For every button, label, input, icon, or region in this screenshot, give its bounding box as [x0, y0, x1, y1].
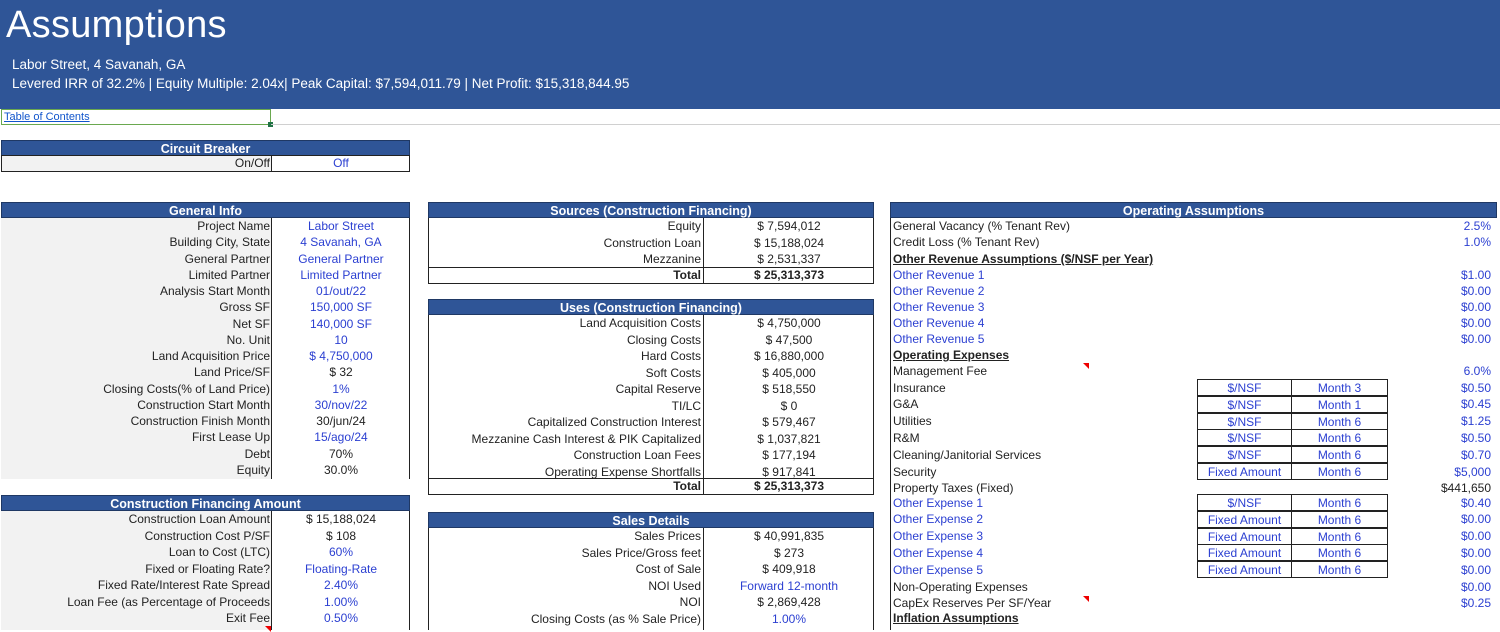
operating-label: Inflation Assumptions — [893, 611, 1019, 625]
construction-financing-label: Exit Fee — [225, 611, 270, 625]
operating-value[interactable]: $0.00 — [1460, 332, 1491, 346]
unit-cell[interactable]: Fixed Amount — [1197, 561, 1292, 578]
unit-cell[interactable]: Fixed Amount — [1197, 511, 1292, 528]
construction-financing-value[interactable]: 2.40% — [323, 578, 359, 592]
general-info-row — [1, 413, 410, 429]
unit-cell[interactable]: $/NSF — [1197, 396, 1292, 413]
operating-row — [890, 267, 1497, 283]
general-info-row — [1, 364, 410, 380]
operating-label: Other Revenue 1 — [893, 268, 985, 282]
sales-label: Cost of Sale — [635, 562, 701, 576]
uses-total-row — [428, 478, 874, 494]
month-cell[interactable]: Month 6 — [1291, 494, 1388, 511]
general-info-label: Equity — [236, 462, 270, 477]
uses-label: Construction Loan Fees — [573, 448, 701, 462]
uses-label: Operating Expense Shortfalls — [544, 464, 701, 479]
construction-financing-label: Loan to Cost (LTC) — [168, 545, 270, 559]
construction-financing-label: Construction Cost P/SF — [144, 528, 270, 543]
operating-row — [890, 251, 1497, 267]
construction-financing-row — [1, 610, 410, 626]
operating-label: Other Expense 5 — [893, 563, 984, 577]
general-info-label: Land Acquisition Price — [151, 349, 270, 363]
uses-label: Land Acquisition Costs — [579, 316, 701, 330]
uses-value[interactable]: $ 579,467 — [762, 415, 816, 429]
general-info-label: Land Price/SF — [193, 365, 270, 380]
operating-row — [890, 315, 1497, 331]
uses-row — [428, 414, 874, 430]
general-info-value[interactable]: $ 4,750,000 — [309, 349, 373, 363]
unit-cell[interactable]: $/NSF — [1197, 379, 1292, 396]
circuit-breaker-row — [1, 155, 410, 171]
sources-label: Mezzanine — [642, 252, 701, 266]
general-info-row — [1, 251, 410, 267]
operating-label: Non-Operating Expenses — [893, 580, 1028, 594]
uses-value[interactable]: $ 405,000 — [762, 365, 816, 380]
construction-financing-row — [1, 561, 410, 577]
sales-row — [428, 611, 874, 627]
month-cell[interactable]: Month 6 — [1291, 463, 1388, 480]
operating-value[interactable]: $0.00 — [1460, 512, 1491, 526]
construction-financing-value[interactable]: 60% — [328, 545, 354, 559]
uses-row — [428, 332, 874, 348]
uses-label: Hard Costs — [640, 349, 701, 363]
general-info-row — [1, 397, 410, 413]
operating-row — [890, 511, 1497, 527]
sales-row — [428, 594, 874, 610]
general-info-label: General Partner — [184, 251, 270, 266]
bottom-rule — [428, 283, 874, 284]
uses-value[interactable]: $ 16,880,000 — [753, 349, 825, 363]
general-info-value[interactable]: 15/ago/24 — [314, 430, 368, 445]
sales-label: NOI — [679, 595, 701, 609]
operating-row — [890, 234, 1497, 250]
general-info-row — [1, 234, 410, 250]
general-info-label: Limited Partner — [188, 267, 270, 282]
operating-row — [890, 380, 1497, 396]
uses-row — [428, 315, 874, 331]
construction-financing-row — [1, 594, 410, 610]
operating-row — [890, 363, 1497, 379]
uses-row — [428, 431, 874, 447]
sources-label: Equity — [667, 219, 701, 233]
construction-financing-label: Fixed or Floating Rate? — [145, 561, 270, 576]
general-info-row — [1, 446, 410, 462]
uses-label: TI/LC — [671, 398, 701, 413]
page-title: Assumptions — [6, 4, 227, 46]
title-banner — [0, 0, 1500, 109]
operating-row — [890, 218, 1497, 234]
operating-row — [890, 545, 1497, 561]
sales-value[interactable]: 1.00% — [771, 611, 807, 626]
uses-total-label: Total — [673, 479, 701, 493]
sources-header: Sources (Construction Financing) — [428, 202, 874, 218]
sales-row — [428, 528, 874, 544]
general-info-value[interactable]: Labor Street — [307, 219, 375, 233]
operating-label: CapEx Reserves Per SF/Year — [893, 596, 1052, 610]
comment-marker[interactable] — [265, 626, 271, 632]
sources-value[interactable]: $ 2,531,337 — [757, 252, 821, 266]
general-info-value[interactable]: 10 — [334, 332, 348, 347]
sources-value[interactable]: $ 15,188,024 — [753, 235, 825, 250]
operating-value[interactable]: $0.00 — [1460, 529, 1491, 543]
unit-cell[interactable]: Fixed Amount — [1197, 463, 1292, 480]
table-of-contents-link[interactable]: Table of Contents — [4, 111, 90, 123]
operating-label: Property Taxes (Fixed) — [893, 481, 1014, 495]
general-info-value[interactable]: Limited Partner — [300, 267, 382, 282]
operating-label: Management Fee — [893, 364, 988, 378]
unit-cell[interactable]: $/NSF — [1197, 429, 1292, 446]
construction-financing-label: Loan Fee (as Percentage of Proceeds — [67, 594, 270, 609]
sales-value[interactable]: $ 273 — [773, 545, 805, 560]
unit-cell[interactable]: Fixed Amount — [1197, 544, 1292, 561]
uses-value[interactable]: $ 177,194 — [762, 448, 816, 462]
sales-label: Closing Costs (as % Sale Price) — [530, 611, 701, 626]
sales-row — [428, 578, 874, 594]
operating-label: Insurance — [893, 381, 946, 395]
uses-value[interactable]: $ 4,750,000 — [757, 316, 821, 330]
general-info-value[interactable]: 150,000 SF — [309, 300, 373, 315]
operating-label: Operating Expenses — [893, 348, 1010, 362]
sales-value[interactable]: $ 409,918 — [762, 562, 816, 576]
general-info-row — [1, 218, 410, 234]
general-info-row — [1, 462, 410, 478]
sources-total-row — [428, 267, 874, 283]
sales-value[interactable]: $ 2,869,428 — [757, 595, 821, 609]
uses-label: Capital Reserve — [615, 382, 701, 396]
operating-row — [890, 562, 1497, 578]
operating-value[interactable]: 6.0% — [1463, 364, 1491, 378]
sources-label: Construction Loan — [603, 235, 701, 250]
construction-financing-label: Fixed Rate/Interest Rate Spread — [97, 578, 270, 592]
sales-value[interactable]: Forward 12-month — [739, 578, 839, 593]
month-cell[interactable]: Month 6 — [1291, 446, 1388, 463]
general-info-value[interactable]: 30/nov/22 — [314, 397, 368, 412]
operating-row — [890, 299, 1497, 315]
operating-value[interactable]: $1.25 — [1460, 414, 1491, 428]
sales-label: Sales Prices — [634, 529, 701, 543]
construction-financing-row — [1, 528, 410, 544]
construction-financing-row — [1, 577, 410, 593]
uses-value[interactable]: $ 1,037,821 — [757, 431, 821, 446]
operating-value[interactable]: $0.00 — [1460, 546, 1491, 560]
operating-label: Other Expense 4 — [893, 546, 984, 560]
uses-row — [428, 398, 874, 414]
general-info-value[interactable]: 30.0% — [323, 462, 359, 477]
circuit-breaker-header: Circuit Breaker — [1, 140, 410, 156]
general-info-label: Gross SF — [219, 300, 270, 315]
operating-row — [890, 396, 1497, 412]
construction-financing-label: Construction Loan Amount — [128, 512, 270, 526]
month-cell[interactable]: Month 6 — [1291, 429, 1388, 446]
sources-total-label: Total — [673, 268, 701, 282]
month-cell[interactable]: Month 6 — [1291, 511, 1388, 528]
general-info-value[interactable]: 01/out/22 — [315, 284, 367, 298]
general-info-label: No. Unit — [226, 332, 270, 347]
construction-financing-header: Construction Financing Amount — [1, 495, 410, 511]
operating-row — [890, 610, 1497, 626]
operating-value[interactable]: $0.00 — [1460, 580, 1491, 594]
operating-row — [890, 495, 1497, 511]
uses-value[interactable]: $ 0 — [780, 398, 798, 413]
operating-value[interactable]: $441,650 — [1440, 481, 1491, 495]
operating-value[interactable]: $0.50 — [1460, 431, 1491, 445]
sources-row — [428, 235, 874, 251]
operating-label: G&A — [893, 397, 919, 411]
sources-value[interactable]: $ 7,594,012 — [757, 219, 821, 233]
operating-value[interactable]: $0.00 — [1460, 563, 1491, 577]
operating-value[interactable]: $1.00 — [1460, 268, 1491, 282]
operating-label: Other Revenue 4 — [893, 316, 985, 330]
uses-row — [428, 348, 874, 364]
operating-value[interactable]: $0.45 — [1460, 397, 1491, 411]
operating-row — [890, 464, 1497, 480]
uses-label: Mezzanine Cash Interest & PIK Capitalized — [471, 431, 701, 446]
uses-row — [428, 365, 874, 381]
construction-financing-value[interactable]: $ 108 — [325, 528, 357, 543]
sources-row — [428, 218, 874, 234]
general-info-label: First Lease Up — [191, 430, 270, 445]
general-info-label: Net SF — [232, 316, 270, 331]
uses-total-value: $ 25,313,373 — [753, 479, 825, 493]
operating-row — [890, 347, 1497, 363]
operating-label: General Vacancy (% Tenant Rev) — [893, 219, 1070, 233]
operating-value[interactable]: $0.00 — [1460, 300, 1491, 314]
uses-label: Closing Costs — [626, 332, 701, 347]
sales-row — [428, 545, 874, 561]
general-info-row — [1, 267, 410, 283]
operating-label: Other Expense 3 — [893, 529, 984, 543]
general-info-row — [1, 381, 410, 397]
uses-row — [428, 447, 874, 463]
general-info-row — [1, 299, 410, 315]
general-info-label: Construction Finish Month — [130, 414, 270, 428]
sources-total-value: $ 25,313,373 — [753, 268, 825, 282]
returns-summary: Levered IRR of 32.2% | Equity Multiple: 2.04x| Peak Capital: $7,594,011.79 | Net Profit: $15,318,844.95 — [12, 76, 630, 91]
sales-value[interactable]: $ 40,991,835 — [753, 529, 825, 543]
operating-row — [890, 447, 1497, 463]
unit-cell[interactable]: Fixed Amount — [1197, 528, 1292, 545]
operating-label: Other Revenue 5 — [893, 332, 985, 346]
uses-value[interactable]: $ 47,500 — [765, 332, 813, 347]
month-cell[interactable]: Month 3 — [1291, 379, 1388, 396]
comment-marker[interactable] — [1083, 363, 1089, 369]
unit-cell[interactable]: $/NSF — [1197, 494, 1292, 511]
operating-row — [890, 331, 1497, 347]
operating-label: Other Expense 1 — [893, 496, 984, 510]
month-cell[interactable]: Month 6 — [1291, 561, 1388, 578]
construction-financing-row — [1, 511, 410, 527]
operating-row — [890, 413, 1497, 429]
operating-value[interactable]: $0.40 — [1460, 496, 1491, 510]
general-info-row — [1, 429, 410, 445]
operating-label: Other Expense 2 — [893, 512, 984, 526]
general-info-row — [1, 283, 410, 299]
general-info-label: Closing Costs(% of Land Price) — [103, 381, 270, 396]
uses-label: Capitalized Construction Interest — [527, 415, 701, 429]
operating-row — [890, 579, 1497, 595]
operating-header: Operating Assumptions — [890, 202, 1497, 218]
operating-label: Utilities — [893, 414, 932, 428]
toc-cell[interactable] — [1, 109, 271, 125]
general-info-value[interactable]: $ 32 — [329, 365, 353, 380]
general-info-value[interactable]: 1% — [332, 381, 350, 396]
construction-financing-row — [1, 544, 410, 560]
operating-row — [890, 595, 1497, 611]
construction-financing-value[interactable]: 0.50% — [323, 611, 359, 625]
sources-row — [428, 251, 874, 267]
operating-row — [890, 480, 1497, 496]
general-info-value[interactable]: 140,000 SF — [309, 316, 373, 331]
general-info-row — [1, 348, 410, 364]
operating-label: Credit Loss (% Tenant Rev) — [893, 235, 1040, 249]
uses-value[interactable]: $ 917,841 — [762, 464, 816, 479]
operating-value[interactable]: $5,000 — [1454, 465, 1491, 479]
operating-value[interactable]: $0.25 — [1460, 596, 1491, 610]
uses-label: Soft Costs — [645, 365, 701, 380]
operating-row — [890, 430, 1497, 446]
uses-header: Uses (Construction Financing) — [428, 299, 874, 315]
construction-financing-value[interactable]: Floating-Rate — [304, 561, 378, 576]
sales-label: Sales Price/Gross feet — [581, 545, 701, 560]
general-info-label: Debt — [244, 446, 270, 461]
operating-value[interactable]: $0.00 — [1460, 284, 1491, 298]
general-info-value[interactable]: 4 Savanah, GA — [300, 235, 382, 250]
month-cell[interactable]: Month 1 — [1291, 396, 1388, 413]
operating-label: Other Revenue 2 — [893, 284, 985, 298]
month-cell[interactable]: Month 6 — [1291, 528, 1388, 545]
operating-value[interactable]: $0.70 — [1460, 448, 1491, 462]
operating-value[interactable]: $0.00 — [1460, 316, 1491, 330]
unit-cell[interactable]: $/NSF — [1197, 413, 1292, 430]
operating-label: Other Revenue 3 — [893, 300, 985, 314]
general-info-row — [1, 332, 410, 348]
operating-label: Other Revenue Assumptions ($/NSF per Year) — [893, 252, 1154, 266]
unit-cell[interactable]: $/NSF — [1197, 446, 1292, 463]
general-info-value[interactable]: General Partner — [298, 251, 384, 266]
general-info-value[interactable]: 70% — [328, 446, 354, 461]
operating-label: Cleaning/Janitorial Services — [893, 448, 1042, 462]
operating-value[interactable]: 2.5% — [1463, 219, 1491, 233]
circuit-breaker-value[interactable]: Off — [333, 156, 349, 170]
row-divider — [271, 124, 1500, 125]
construction-financing-value[interactable]: 1.00% — [323, 594, 359, 609]
general-info-label: Building City, State — [169, 235, 270, 250]
uses-row — [428, 381, 874, 397]
sales-label: NOI Used — [648, 578, 701, 593]
month-cell[interactable]: Month 6 — [1291, 413, 1388, 430]
operating-value[interactable]: $0.50 — [1460, 381, 1491, 395]
operating-value[interactable]: 1.0% — [1463, 235, 1491, 249]
operating-row — [890, 528, 1497, 544]
operating-row — [890, 283, 1497, 299]
construction-financing-value[interactable]: $ 15,188,024 — [305, 512, 377, 526]
general-info-label: Analysis Start Month — [159, 284, 270, 298]
sales-row — [428, 561, 874, 577]
bottom-rule — [428, 494, 874, 495]
comment-marker[interactable] — [1083, 596, 1089, 602]
circuit-breaker-label: On/Off — [234, 156, 270, 170]
general-info-header: General Info — [1, 202, 410, 218]
uses-value[interactable]: $ 518,550 — [762, 382, 816, 396]
general-info-value[interactable]: 30/jun/24 — [316, 414, 366, 428]
general-info-row — [1, 316, 410, 332]
operating-label: R&M — [893, 431, 920, 445]
general-info-label: Project Name — [197, 219, 270, 233]
operating-label: Security — [893, 465, 937, 479]
sales-header: Sales Details — [428, 512, 874, 528]
month-cell[interactable]: Month 6 — [1291, 544, 1388, 561]
general-info-label: Construction Start Month — [137, 397, 270, 412]
property-address: Labor Street, 4 Savanah, GA — [12, 57, 186, 72]
